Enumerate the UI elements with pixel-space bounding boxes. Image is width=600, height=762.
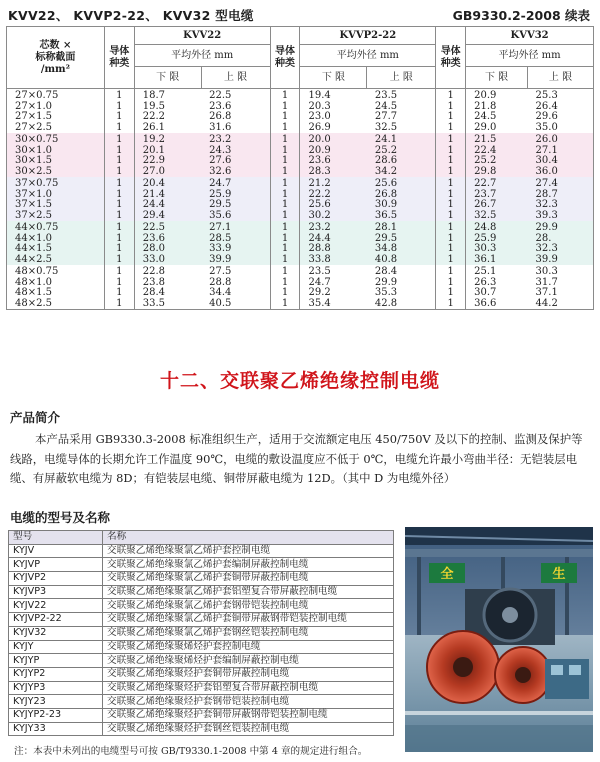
spec-cell-diameter: 22.4 <box>466 146 528 157</box>
spec-cell-diameter: 29.2 <box>300 288 367 299</box>
spec-cell-conductor-type: 1 <box>104 200 134 211</box>
spec-cell-conductor-type: 1 <box>270 221 300 234</box>
spec-cell-diameter: 24.4 <box>134 200 201 211</box>
spec-table-row <box>7 244 594 255</box>
spec-cell-diameter: 39.3 <box>528 211 594 222</box>
spec-cell-diameter: 25.3 <box>528 89 594 102</box>
spec-header-group-3: KVV32 <box>466 27 594 45</box>
spec-cell-diameter: 27.1 <box>528 146 594 157</box>
spec-cell-core: 48×2.5 <box>7 299 105 310</box>
spec-cell-conductor-type: 1 <box>104 146 134 157</box>
spec-cell-conductor-type: 1 <box>436 221 466 234</box>
model-name: 交联聚乙烯绝缘聚氯乙烯护套控制电缆 <box>103 544 394 558</box>
spec-cell-diameter: 29.4 <box>134 211 201 222</box>
models-table-row <box>9 722 394 736</box>
spec-cell-diameter: 29.0 <box>466 123 528 134</box>
spec-table-row <box>7 200 594 211</box>
model-code: KYJV32 <box>9 626 103 640</box>
spec-header-upper-3: 上 限 <box>528 67 594 89</box>
spec-cell-conductor-type: 1 <box>104 102 134 113</box>
spec-cell-diameter: 20.4 <box>134 177 201 190</box>
spec-cell-diameter: 20.9 <box>300 146 367 157</box>
spec-cell-diameter: 22.7 <box>466 177 528 190</box>
models-table-row <box>9 572 394 586</box>
spec-cell-diameter: 28.7 <box>528 190 594 201</box>
spec-cell-diameter: 30.9 <box>367 200 436 211</box>
spec-cell-core: 27×0.75 <box>7 89 105 102</box>
spec-cell-diameter: 34.4 <box>201 288 270 299</box>
models-table-row <box>9 599 394 613</box>
spec-cell-diameter: 29.5 <box>201 200 270 211</box>
header-title: KVV22、 KVVP2-22、 KVV32 型电缆 <box>8 8 254 23</box>
spec-table-row <box>7 146 594 157</box>
spec-cell-core: 27×1.0 <box>7 102 105 113</box>
spec-cell-diameter: 32.3 <box>528 200 594 211</box>
spec-cell-conductor-type: 1 <box>104 278 134 289</box>
spec-cell-diameter: 26.0 <box>528 133 594 146</box>
spec-cell-diameter: 20.3 <box>300 102 367 113</box>
spec-cell-diameter: 23.2 <box>300 221 367 234</box>
spec-cell-diameter: 23.6 <box>134 234 201 245</box>
spec-cell-conductor-type: 1 <box>104 177 134 190</box>
spec-table-row <box>7 299 594 310</box>
spec-cell-diameter: 26.7 <box>466 200 528 211</box>
spec-cell-core: 48×0.75 <box>7 265 105 278</box>
model-name: 交联聚乙烯绝缘聚烃护套铜带屏蔽控制电缆 <box>103 667 394 681</box>
model-name: 交联聚乙烯绝缘聚氯乙烯护套编制屏蔽控制电缆 <box>103 558 394 572</box>
spec-table-row <box>7 133 594 146</box>
spec-cell-conductor-type: 1 <box>104 167 134 178</box>
spec-cell-conductor-type: 1 <box>270 167 300 178</box>
model-code: KYJYP3 <box>9 681 103 695</box>
spec-header-avg-diameter-1: 平均外径 mm <box>134 45 270 67</box>
spec-cell-diameter: 31.6 <box>201 123 270 134</box>
models-table-row <box>9 654 394 668</box>
spec-cell-diameter: 23.6 <box>201 102 270 113</box>
model-code: KYJY33 <box>9 722 103 736</box>
spec-cell-conductor-type: 1 <box>270 255 300 266</box>
models-table-row <box>9 558 394 572</box>
spec-cell-conductor-type: 1 <box>436 112 466 123</box>
spec-cell-conductor-type: 1 <box>104 190 134 201</box>
spec-table-row <box>7 156 594 167</box>
spec-cell-diameter: 30.3 <box>528 265 594 278</box>
spec-cell-diameter: 28.4 <box>134 288 201 299</box>
spec-cell-conductor-type: 1 <box>270 133 300 146</box>
spec-cell-diameter: 34.2 <box>367 167 436 178</box>
models-table-row <box>9 544 394 558</box>
spec-cell-diameter: 30.4 <box>528 156 594 167</box>
spec-cell-diameter: 26.3 <box>466 278 528 289</box>
spec-cell-diameter: 23.5 <box>367 89 436 102</box>
spec-cell-diameter: 35.6 <box>201 211 270 222</box>
spec-cell-diameter: 24.4 <box>300 234 367 245</box>
spec-cell-diameter: 25.9 <box>201 190 270 201</box>
spec-cell-conductor-type: 1 <box>104 133 134 146</box>
spec-cell-diameter: 32.6 <box>201 167 270 178</box>
spec-cell-diameter: 29.6 <box>528 112 594 123</box>
spec-cell-diameter: 24.5 <box>367 102 436 113</box>
spec-cell-conductor-type: 1 <box>270 112 300 123</box>
models-table-row <box>9 613 394 627</box>
spec-cell-conductor-type: 1 <box>436 211 466 222</box>
spec-cell-conductor-type: 1 <box>270 102 300 113</box>
spec-cell-diameter: 26.9 <box>300 123 367 134</box>
spec-cell-diameter: 27.1 <box>201 221 270 234</box>
spec-cell-diameter: 32.5 <box>466 211 528 222</box>
spec-cell-diameter: 35.3 <box>367 288 436 299</box>
spec-cell-conductor-type: 1 <box>104 244 134 255</box>
spec-cell-diameter: 33.8 <box>300 255 367 266</box>
spec-cell-diameter: 23.0 <box>300 112 367 123</box>
models-table-row <box>9 708 394 722</box>
sign-right: 生 <box>552 567 566 582</box>
spec-cell-conductor-type: 1 <box>104 288 134 299</box>
spec-cell-diameter: 31.7 <box>528 278 594 289</box>
spec-cell-diameter: 19.5 <box>134 102 201 113</box>
models-table-row <box>9 695 394 709</box>
spec-table-row <box>7 211 594 222</box>
spec-header-avg-diameter-3: 平均外径 mm <box>466 45 594 67</box>
models-header-code: 型号 <box>9 531 103 545</box>
intro-text: 本产品采用 GB9330.3-2008 标准组织生产，适用于交流额定电压 450/750V 及以下的控制、监测及保护等线路，电缆导体的长期允许工作温度 90℃，电缆的敷设温度应不低于 0℃，电缆允许最小弯曲半径：无铠装层电缆、有屏蔽软电缆为 8D；有铠装层电缆、铜带屏蔽电缆为 12D。（其中 D 为电缆外径） <box>10 432 583 485</box>
spec-cell-diameter: 40.8 <box>367 255 436 266</box>
spec-cell-conductor-type: 1 <box>104 299 134 310</box>
spec-cell-diameter: 26.1 <box>134 123 201 134</box>
spec-cell-diameter: 23.6 <box>300 156 367 167</box>
spec-cell-conductor-type: 1 <box>270 190 300 201</box>
spec-cell-conductor-type: 1 <box>436 102 466 113</box>
spec-table-row <box>7 167 594 178</box>
spec-cell-conductor-type: 1 <box>270 177 300 190</box>
spec-cell-diameter: 20.9 <box>466 89 528 102</box>
spec-cell-diameter: 28.8 <box>201 278 270 289</box>
model-code: KYJY23 <box>9 695 103 709</box>
spec-cell-diameter: 40.5 <box>201 299 270 310</box>
factory-photo <box>405 527 593 752</box>
spec-cell-diameter: 20.1 <box>134 146 201 157</box>
model-name: 交联聚乙烯绝缘聚氯乙烯护套铝塑复合带屏蔽控制电缆 <box>103 585 394 599</box>
spec-cell-diameter: 25.2 <box>367 146 436 157</box>
spec-cell-diameter: 21.5 <box>466 133 528 146</box>
spec-cell-core: 37×1.5 <box>7 200 105 211</box>
spec-cell-conductor-type: 1 <box>436 133 466 146</box>
spec-cell-diameter: 25.1 <box>466 265 528 278</box>
spec-cell-conductor-type: 1 <box>436 288 466 299</box>
model-code: KYJV <box>9 544 103 558</box>
spec-header-conductor-type-3: 导体种类 <box>436 27 466 89</box>
spec-header-lower-3: 下 限 <box>466 67 528 89</box>
models-table <box>8 530 394 736</box>
spec-cell-conductor-type: 1 <box>104 255 134 266</box>
spec-cell-conductor-type: 1 <box>104 211 134 222</box>
spec-cell-diameter: 28.5 <box>201 234 270 245</box>
spec-cell-diameter: 21.8 <box>466 102 528 113</box>
spec-cell-core: 30×0.75 <box>7 133 105 146</box>
spec-cell-conductor-type: 1 <box>436 255 466 266</box>
spec-cell-core: 27×2.5 <box>7 123 105 134</box>
spec-cell-diameter: 28.0 <box>134 244 201 255</box>
model-code: KYJVP3 <box>9 585 103 599</box>
model-name: 交联聚乙烯绝缘聚氯乙烯护套铜带屏蔽钢带铠装控制电缆 <box>103 613 394 627</box>
models-table-row <box>9 626 394 640</box>
spec-cell-diameter: 18.7 <box>134 89 201 102</box>
model-code: KYJYP2 <box>9 667 103 681</box>
spec-cell-conductor-type: 1 <box>270 211 300 222</box>
spec-cell-conductor-type: 1 <box>436 190 466 201</box>
spec-cell-conductor-type: 1 <box>436 177 466 190</box>
spec-cell-conductor-type: 1 <box>436 167 466 178</box>
spec-cell-conductor-type: 1 <box>436 234 466 245</box>
spec-table-row <box>7 288 594 299</box>
spec-cell-diameter: 19.2 <box>134 133 201 146</box>
spec-cell-diameter: 33.5 <box>134 299 201 310</box>
model-name: 交联聚乙烯绝缘聚氯乙烯护套铜带屏蔽控制电缆 <box>103 572 394 586</box>
spec-cell-diameter: 23.5 <box>300 265 367 278</box>
spec-table <box>6 26 594 310</box>
spec-cell-diameter: 37.1 <box>528 288 594 299</box>
spec-cell-conductor-type: 1 <box>436 156 466 167</box>
sign-left: 全 <box>440 567 454 582</box>
spec-cell-conductor-type: 1 <box>270 146 300 157</box>
spec-cell-diameter: 28.4 <box>367 265 436 278</box>
spec-cell-core: 30×2.5 <box>7 167 105 178</box>
table-note: 注：本表中未列出的电缆型号可按 GB/T9330.1-2008 中第 4 章的规定进行组合。 <box>14 746 368 757</box>
spec-cell-diameter: 22.5 <box>201 89 270 102</box>
spec-cell-core: 44×1.5 <box>7 244 105 255</box>
spec-cell-diameter: 44.2 <box>528 299 594 310</box>
spec-cell-diameter: 27.7 <box>367 112 436 123</box>
spec-cell-conductor-type: 1 <box>436 278 466 289</box>
spec-cell-core: 30×1.0 <box>7 146 105 157</box>
model-code: KYJY <box>9 640 103 654</box>
spec-cell-diameter: 25.6 <box>367 177 436 190</box>
spec-cell-diameter: 24.8 <box>466 221 528 234</box>
spec-cell-diameter: 24.3 <box>201 146 270 157</box>
spec-cell-conductor-type: 1 <box>104 123 134 134</box>
spec-cell-diameter: 22.9 <box>134 156 201 167</box>
spec-cell-diameter: 20.0 <box>300 133 367 146</box>
intro-heading: 产品简介 <box>10 410 61 425</box>
spec-cell-diameter: 27.0 <box>134 167 201 178</box>
spec-cell-conductor-type: 1 <box>436 265 466 278</box>
models-table-row <box>9 585 394 599</box>
model-name: 交联聚乙烯绝缘聚烃护套钢带铠装控制电缆 <box>103 695 394 709</box>
spec-cell-core: 44×2.5 <box>7 255 105 266</box>
spec-cell-core: 44×1.0 <box>7 234 105 245</box>
spec-cell-conductor-type: 1 <box>104 112 134 123</box>
model-name: 交联聚乙烯绝缘聚氯乙烯护套钢带铠装控制电缆 <box>103 599 394 613</box>
spec-cell-diameter: 34.8 <box>367 244 436 255</box>
spec-cell-diameter: 29.5 <box>367 234 436 245</box>
spec-cell-diameter: 21.2 <box>300 177 367 190</box>
model-code: KYJYP2-23 <box>9 708 103 722</box>
spec-header-lower-1: 下 限 <box>134 67 201 89</box>
spec-cell-conductor-type: 1 <box>270 244 300 255</box>
spec-cell-conductor-type: 1 <box>270 234 300 245</box>
spec-cell-diameter: 36.0 <box>528 167 594 178</box>
spec-header-avg-diameter-2: 平均外径 mm <box>300 45 436 67</box>
spec-cell-diameter: 28.3 <box>300 167 367 178</box>
model-name: 交联聚乙烯绝缘聚烯烃护套控制电缆 <box>103 640 394 654</box>
spec-cell-core: 37×2.5 <box>7 211 105 222</box>
spec-cell-diameter: 22.2 <box>300 190 367 201</box>
spec-table-row <box>7 190 594 201</box>
spec-cell-diameter: 22.5 <box>134 221 201 234</box>
spec-cell-conductor-type: 1 <box>436 299 466 310</box>
spec-cell-conductor-type: 1 <box>436 89 466 102</box>
model-code: KYJYP <box>9 654 103 668</box>
spec-cell-diameter: 33.9 <box>201 244 270 255</box>
spec-table-row <box>7 102 594 113</box>
model-code: KYJVP2-22 <box>9 613 103 627</box>
spec-cell-diameter: 32.3 <box>528 244 594 255</box>
spec-cell-diameter: 25.9 <box>466 234 528 245</box>
model-name: 交联聚乙烯绝缘聚烃护套铜带屏蔽钢带铠装控制电缆 <box>103 708 394 722</box>
models-header-name: 名称 <box>103 531 394 545</box>
models-table-body <box>9 544 394 736</box>
models-heading: 电缆的型号及名称 <box>10 510 111 525</box>
spec-cell-conductor-type: 1 <box>436 200 466 211</box>
spec-header-group-2: KVVP2-22 <box>300 27 436 45</box>
spec-table-body <box>7 89 594 310</box>
spec-cell-diameter: 25.6 <box>300 200 367 211</box>
spec-cell-conductor-type: 1 <box>104 265 134 278</box>
spec-cell-diameter: 27.5 <box>201 265 270 278</box>
spec-cell-diameter: 28. <box>528 234 594 245</box>
spec-cell-diameter: 30.2 <box>300 211 367 222</box>
spec-cell-conductor-type: 1 <box>270 299 300 310</box>
models-table-row <box>9 681 394 695</box>
spec-cell-diameter: 23.2 <box>201 133 270 146</box>
spec-cell-diameter: 24.7 <box>201 177 270 190</box>
spec-table-row <box>7 221 594 234</box>
spec-cell-diameter: 24.1 <box>367 133 436 146</box>
spec-cell-diameter: 22.2 <box>134 112 201 123</box>
spec-cell-diameter: 35.0 <box>528 123 594 134</box>
model-name: 交联聚乙烯绝缘聚氯乙烯护套钢丝铠装控制电缆 <box>103 626 394 640</box>
spec-cell-diameter: 24.5 <box>466 112 528 123</box>
spec-cell-diameter: 35.4 <box>300 299 367 310</box>
spec-cell-diameter: 21.4 <box>134 190 201 201</box>
spec-cell-diameter: 42.8 <box>367 299 436 310</box>
factory-photo-illustration <box>405 527 593 752</box>
spec-cell-diameter: 32.5 <box>367 123 436 134</box>
spec-table-row <box>7 265 594 278</box>
model-code: KYJV22 <box>9 599 103 613</box>
spec-cell-diameter: 23.7 <box>466 190 528 201</box>
spec-cell-core: 30×1.5 <box>7 156 105 167</box>
spec-cell-conductor-type: 1 <box>270 89 300 102</box>
section-title: 十二、交联聚乙烯绝缘控制电缆 <box>159 370 440 392</box>
spec-cell-diameter: 23.8 <box>134 278 201 289</box>
spec-cell-diameter: 39.9 <box>201 255 270 266</box>
spec-cell-conductor-type: 1 <box>436 244 466 255</box>
model-name: 交联聚乙烯绝缘聚烯烃护套编制屏蔽控制电缆 <box>103 654 394 668</box>
spec-table-row <box>7 112 594 123</box>
spec-header-group-1: KVV22 <box>134 27 270 45</box>
spec-cell-diameter: 29.9 <box>528 221 594 234</box>
spec-cell-conductor-type: 1 <box>104 156 134 167</box>
spec-cell-conductor-type: 1 <box>104 221 134 234</box>
spec-cell-core: 44×0.75 <box>7 221 105 234</box>
spec-cell-diameter: 27.6 <box>201 156 270 167</box>
spec-cell-diameter: 30.7 <box>466 288 528 299</box>
spec-cell-diameter: 26.4 <box>528 102 594 113</box>
spec-cell-diameter: 28.1 <box>367 221 436 234</box>
spec-cell-diameter: 22.8 <box>134 265 201 278</box>
spec-header-conductor-type-1: 导体种类 <box>104 27 134 89</box>
spec-table-row <box>7 234 594 245</box>
spec-header-conductor-type-2: 导体种类 <box>270 27 300 89</box>
spec-cell-diameter: 26.8 <box>367 190 436 201</box>
spec-cell-diameter: 29.8 <box>466 167 528 178</box>
spec-table-row <box>7 278 594 289</box>
spec-cell-conductor-type: 1 <box>436 123 466 134</box>
spec-header-core: 芯数 × 标称截面 /mm² <box>7 27 105 89</box>
spec-cell-diameter: 25.2 <box>466 156 528 167</box>
spec-cell-diameter: 39.9 <box>528 255 594 266</box>
spec-cell-conductor-type: 1 <box>270 200 300 211</box>
spec-cell-core: 48×1.5 <box>7 288 105 299</box>
models-table-row <box>9 667 394 681</box>
spec-cell-conductor-type: 1 <box>104 234 134 245</box>
spec-table-row <box>7 255 594 266</box>
spec-cell-conductor-type: 1 <box>436 146 466 157</box>
spec-cell-diameter: 19.4 <box>300 89 367 102</box>
spec-cell-diameter: 26.8 <box>201 112 270 123</box>
spec-cell-diameter: 29.9 <box>367 278 436 289</box>
spec-cell-conductor-type: 1 <box>104 89 134 102</box>
page-header <box>6 4 594 24</box>
models-table-row <box>9 640 394 654</box>
spec-cell-diameter: 28.6 <box>367 156 436 167</box>
spec-cell-core: 27×1.5 <box>7 112 105 123</box>
spec-cell-core: 37×0.75 <box>7 177 105 190</box>
spec-cell-conductor-type: 1 <box>270 156 300 167</box>
spec-cell-conductor-type: 1 <box>270 278 300 289</box>
model-name: 交联聚乙烯绝缘聚烃护套铝塑复合带屏蔽控制电缆 <box>103 681 394 695</box>
spec-cell-conductor-type: 1 <box>270 288 300 299</box>
spec-header-upper-1: 上 限 <box>201 67 270 89</box>
spec-cell-diameter: 27.4 <box>528 177 594 190</box>
header-standard: GB9330.2-2008 续表 <box>452 8 590 23</box>
model-code: KYJVP2 <box>9 572 103 586</box>
spec-cell-diameter: 30.3 <box>466 244 528 255</box>
spec-header-upper-2: 上 限 <box>367 67 436 89</box>
spec-cell-diameter: 36.1 <box>466 255 528 266</box>
spec-header-lower-2: 下 限 <box>300 67 367 89</box>
spec-table-row <box>7 123 594 134</box>
spec-table-row <box>7 89 594 102</box>
spec-cell-diameter: 33.0 <box>134 255 201 266</box>
spec-cell-diameter: 24.7 <box>300 278 367 289</box>
spec-table-row <box>7 177 594 190</box>
spec-cell-core: 48×1.0 <box>7 278 105 289</box>
spec-cell-conductor-type: 1 <box>270 265 300 278</box>
spec-cell-diameter: 36.5 <box>367 211 436 222</box>
spec-cell-diameter: 36.6 <box>466 299 528 310</box>
spec-cell-conductor-type: 1 <box>270 123 300 134</box>
model-name: 交联聚乙烯绝缘聚烃护套钢丝铠装控制电缆 <box>103 722 394 736</box>
model-code: KYJVP <box>9 558 103 572</box>
spec-cell-core: 37×1.0 <box>7 190 105 201</box>
spec-cell-diameter: 28.8 <box>300 244 367 255</box>
